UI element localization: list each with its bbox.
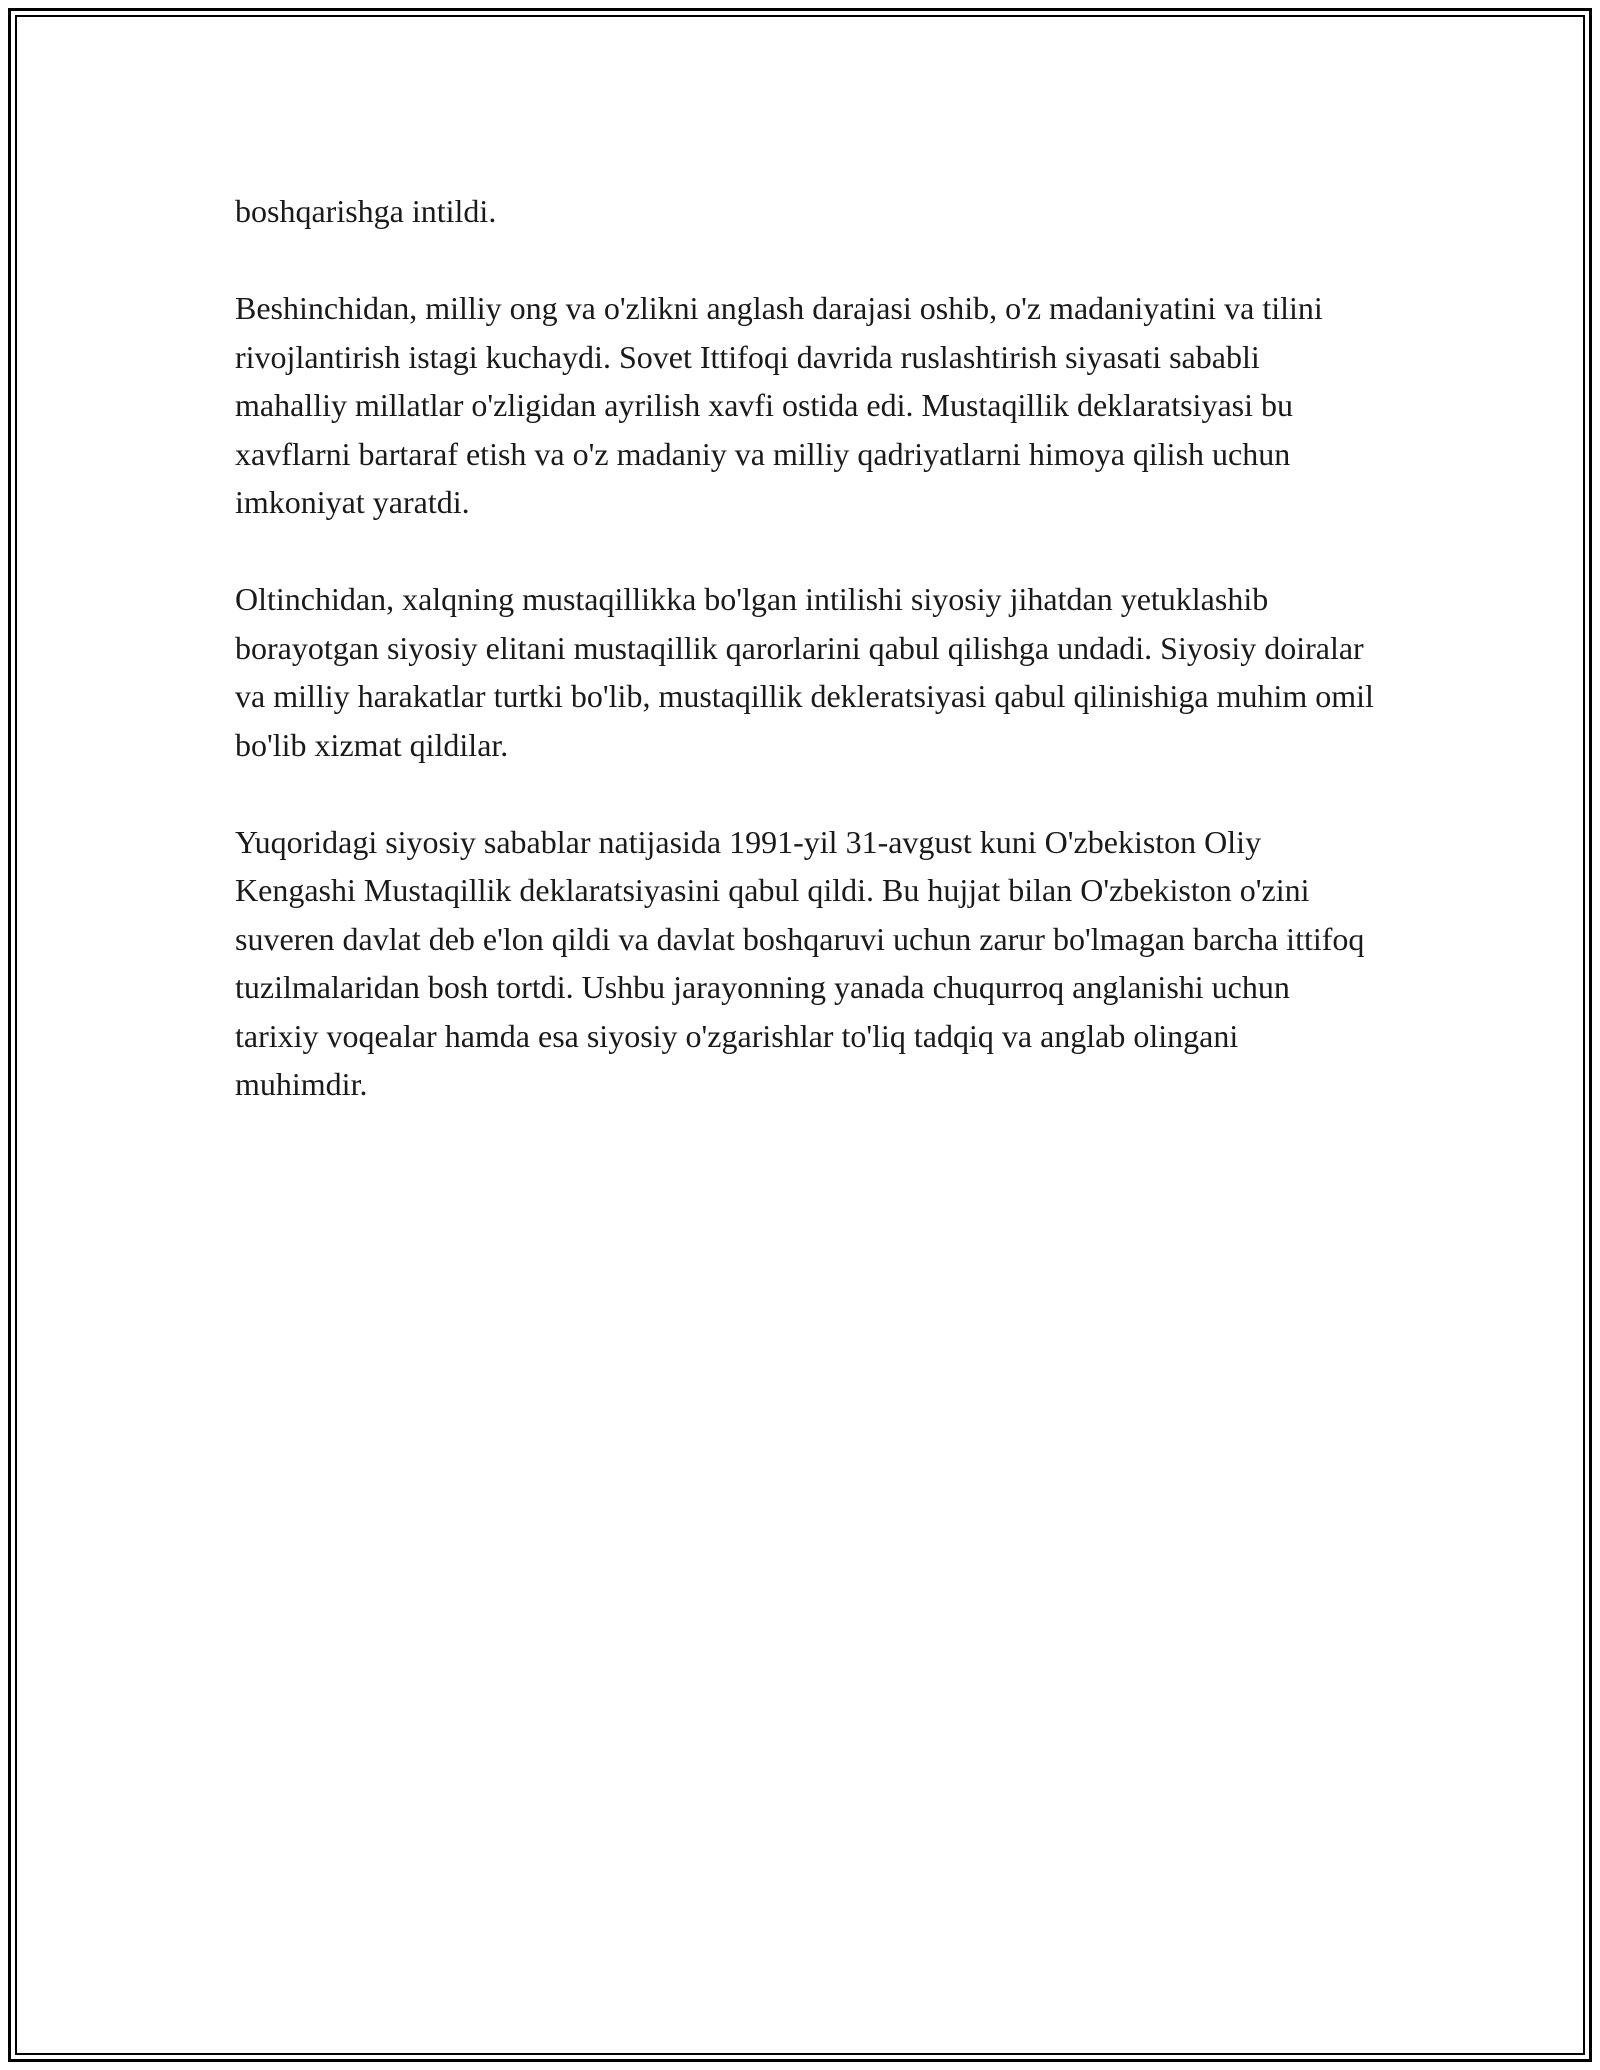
paragraph-continuation: boshqarishga intildi. xyxy=(235,193,497,229)
paragraph-beshinchidan: Beshinchidan, milliy ong va o'zlikni anglash darajasi oshib, o'z madaniyatini va tilini rivojlantirish istagi kuchaydi. Sovet Ittifoqi davrida ruslashtirish siyasati sababli mahalliy millatlar o'zligidan ayrilish xavfi ostida edi. Mustaqillik deklaratsiyasi bu xavflarni bartaraf etish va o'z madaniy va milliy qadriyatlarni himoya qilish uchun imkoniyat yaratdi. xyxy=(235,290,1323,520)
document-body xyxy=(235,187,1375,1157)
paragraph-oltinchidan: Oltinchidan, xalqning mustaqillikka bo'lgan intilishi siyosiy jihatdan yetuklashib borayotgan siyosiy elitani mustaqillik qarorlarini qabul qilishga undadi. Siyosiy doiralar va milliy harakatlar turtki bo'lib, mustaqillik dekleratsiyasi qabul qilinishiga muhim omil bo'lib xizmat qildilar. xyxy=(235,581,1374,763)
paragraph-yuqoridagi: Yuqoridagi siyosiy sabablar natijasida 1991-yil 31-avgust kuni O'zbekiston Oliy Kengashi Mustaqillik deklaratsiyasini qabul qildi. Bu hujjat bilan O'zbekiston o'zini suveren davlat deb e'lon qildi va davlat boshqaruvi uchun zarur bo'lmagan barcha ittifoq tuzilmalaridan bosh tortdi. Ushbu jarayonning yanada chuqurroq anglanishi uchun tarixiy voqealar hamda esa siyosiy o'zgarishlar to'liq tadqiq va anglab olingani muhimdir. xyxy=(235,823,1365,1102)
